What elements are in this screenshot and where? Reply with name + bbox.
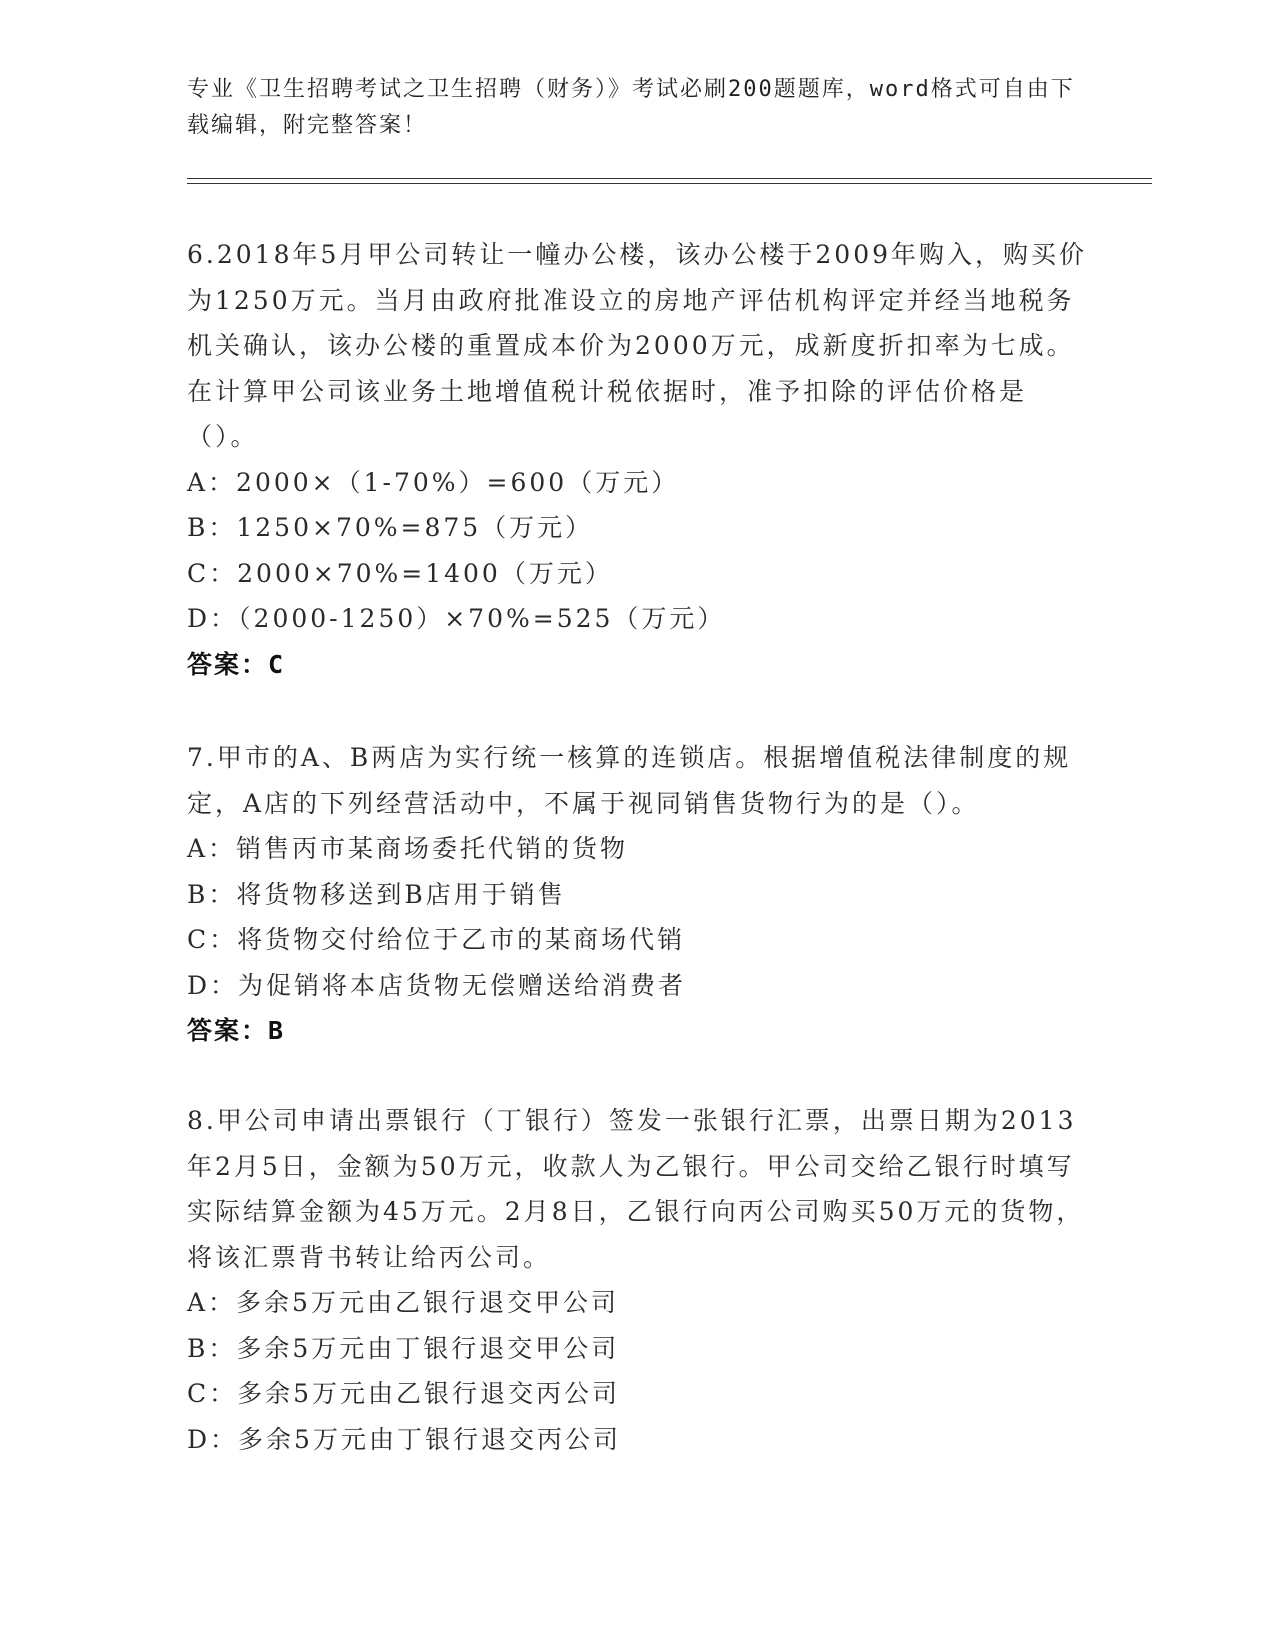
option-b: B：将货物移送到B店用于销售 xyxy=(187,879,566,909)
option-c: C：将货物交付给位于乙市的某商场代销 xyxy=(187,925,686,954)
option-d: D：为促销将本店货物无偿赠送给消费者 xyxy=(187,970,687,1000)
answer-label: 答案：B xyxy=(187,1016,286,1045)
option-b: B：多余5万元由丁银行退交甲公司 xyxy=(187,1333,620,1363)
question-8 xyxy=(187,1098,1087,1462)
option-a: A：2000×（1-70%）=600（万元） xyxy=(187,467,680,497)
option-a: A：多余5万元由乙银行退交甲公司 xyxy=(187,1288,619,1317)
question-6 xyxy=(187,232,1087,687)
question-7 xyxy=(187,735,1087,1054)
option-d: D：（2000-1250）×70%=525（万元） xyxy=(187,604,726,633)
document-header: 专业《卫生招聘考试之卫生招聘（财务）》考试必刷200题题库，word格式可自由下载编辑，附完整答案！ xyxy=(187,77,1075,138)
question-stem: 8.甲公司申请出票银行（丁银行）签发一张银行汇票，出票日期为2013年2月5日，金额为50万元，收款人为乙银行。甲公司交给乙银行时填写实际结算金额为45万元。2月8日，乙银行向丙公司购买50万元的货物，将该汇票背书转让给丙公司。 xyxy=(187,1106,1085,1272)
header-divider-top xyxy=(187,178,1152,179)
option-a: A：销售丙市某商场委托代销的货物 xyxy=(187,834,629,863)
option-c: C：2000×70%=1400（万元） xyxy=(187,558,613,588)
header-divider-bottom xyxy=(187,183,1152,184)
question-stem: 7.甲市的A、B两店为实行统一核算的连锁店。根据增值税法律制度的规定，A店的下列经营活动中，不属于视同销售货物行为的是（）。 xyxy=(187,743,1072,818)
question-stem: 6.2018年5月甲公司转让一幢办公楼，该办公楼于2009年购入，购买价为1250万元。当月由政府批准设立的房地产评估机构评定并经当地税务机关确认，该办公楼的重置成本价为2000万元，成新度折扣率为七成。在计算甲公司该业务土地增值税计税依据时，准予扣除的评估价格是（）。 xyxy=(187,240,1088,451)
option-c: C：多余5万元由乙银行退交丙公司 xyxy=(187,1379,621,1408)
option-b: B：1250×70%=875（万元） xyxy=(187,513,594,542)
option-d: D：多余5万元由丁银行退交丙公司 xyxy=(187,1424,621,1454)
answer-label: 答案：C xyxy=(187,649,286,679)
